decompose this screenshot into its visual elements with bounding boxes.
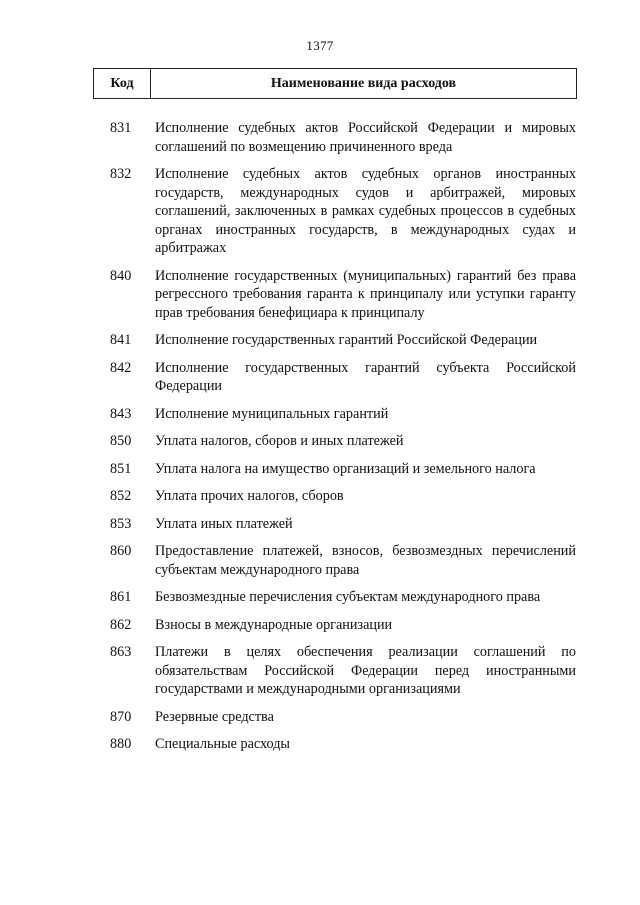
table-row xyxy=(93,331,577,350)
table-row xyxy=(93,119,577,156)
table-row xyxy=(93,542,577,579)
row-text: Уплата налога на имущество организаций и земельного налога xyxy=(155,460,536,477)
row-text: Исполнение государственных гарантий субъекта Российской Федерации xyxy=(155,359,576,394)
table-row xyxy=(93,405,577,424)
row-text: Безвозмездные перечисления субъектам международного права xyxy=(155,589,541,605)
table-row xyxy=(93,267,577,323)
row-text: Взносы в международные организации xyxy=(155,616,393,633)
row-code: 850 xyxy=(110,433,132,449)
row-text: Исполнение государственных (муниципальных) гарантий без права регрессного требования гаранта к принципалу или уступки гаранту прав требования бенефициара к принципалу xyxy=(155,267,576,321)
row-text: Уплата прочих налогов, сборов xyxy=(155,488,344,504)
row-text: Исполнение государственных гарантий Российской Федерации xyxy=(155,332,538,348)
table-row xyxy=(93,643,577,699)
row-code: 832 xyxy=(110,166,132,182)
row-code: 853 xyxy=(110,515,132,532)
row-code: 861 xyxy=(110,589,132,605)
table-row xyxy=(93,735,577,754)
row-code: 851 xyxy=(110,460,132,477)
expense-type-list xyxy=(93,119,577,763)
table-row xyxy=(93,359,577,396)
row-text: Исполнение судебных актов судебных органов иностранных государств, международных судов и арбитражей, мировых соглашений, заключенных в рамках судебных процессов в судебных органах иностранных государств, в международных судах и арбитражах xyxy=(155,166,576,256)
header-code-label: Код xyxy=(94,69,151,98)
row-text: Платежи в целях обеспечения реализации соглашений по обязательствам Российской Федерации перед иностранными государствами и международными организациями xyxy=(155,644,576,697)
header-name-label: Наименование вида расходов xyxy=(270,75,457,91)
table-row xyxy=(93,616,577,635)
page-number: 1377 xyxy=(306,38,334,53)
row-code: 852 xyxy=(110,488,132,504)
row-code: 840 xyxy=(110,267,132,284)
row-text: Предоставление платежей, взносов, безвозмездных перечислений субъектам международного права xyxy=(155,543,576,578)
table-row xyxy=(93,460,577,479)
row-code: 842 xyxy=(110,359,132,376)
table-row xyxy=(93,515,577,534)
table-row xyxy=(93,165,577,258)
table-row xyxy=(93,708,577,727)
table-row xyxy=(93,588,577,607)
row-text: Уплата иных платежей xyxy=(155,515,293,532)
row-code: 862 xyxy=(110,616,132,633)
row-code: 860 xyxy=(110,543,132,559)
row-code: 843 xyxy=(110,405,132,422)
row-code: 841 xyxy=(110,332,132,348)
row-text: Исполнение муниципальных гарантий xyxy=(155,405,389,422)
table-row xyxy=(93,432,577,451)
row-text: Специальные расходы xyxy=(155,736,290,752)
row-code: 880 xyxy=(110,736,132,752)
table-header xyxy=(93,68,577,99)
row-text: Резервные средства xyxy=(155,708,274,725)
row-code: 863 xyxy=(110,644,132,660)
table-row xyxy=(93,487,577,506)
row-text: Уплата налогов, сборов и иных платежей xyxy=(155,433,404,449)
row-code: 870 xyxy=(110,708,132,725)
row-text: Исполнение судебных актов Российской Федерации и мировых соглашений по возмещению причиненного вреда xyxy=(155,120,576,155)
row-code: 831 xyxy=(110,120,132,136)
